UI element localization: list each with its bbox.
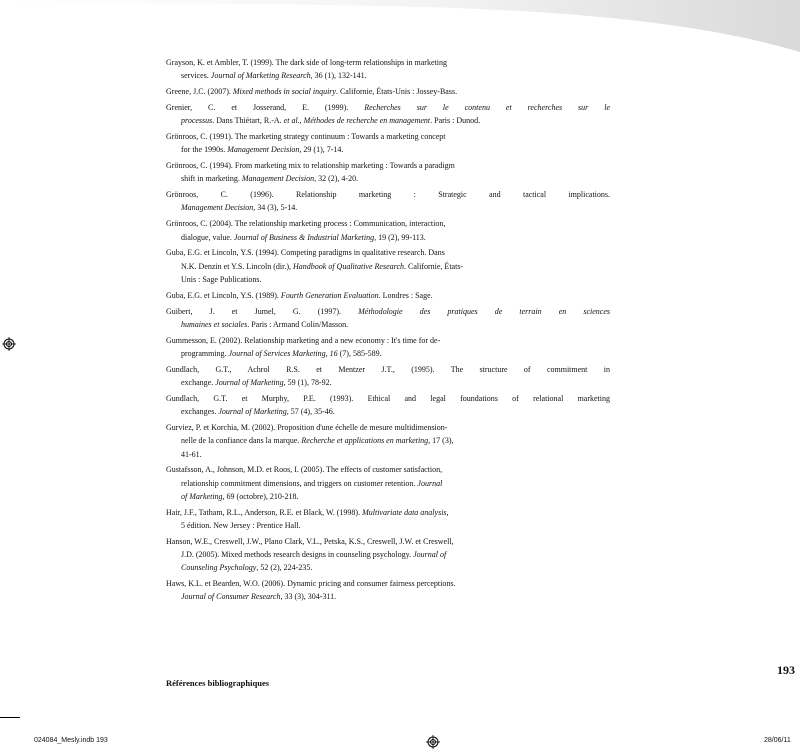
- reference-text: Haws, K.L. et Bearden, W.O. (2006). Dynamic pricing and consumer fairness perceptions.: [166, 579, 456, 589]
- reference-line: [166, 114, 610, 127]
- reference-entry: [166, 246, 610, 286]
- reference-text: , 36 (1), 132-141.: [310, 71, 367, 81]
- reference-title-italic: Management Decision: [181, 203, 254, 213]
- reference-title-italic: Multivariate data analysis: [362, 507, 447, 517]
- reference-line: [166, 548, 610, 561]
- reference-title-italic: et al.: [283, 116, 300, 126]
- reference-text: , 19 (2), 99-113.: [374, 232, 426, 242]
- reference-entry: [166, 217, 610, 244]
- reference-text: Grönroos, C. (1991). The marketing strategy continuum : Towards a marketing concept: [166, 131, 446, 141]
- page-curl-shading: [0, 0, 800, 60]
- reference-text: . Californie, États-: [404, 261, 464, 271]
- reference-text: Grönroos, C. (1994). From marketing mix to relationship marketing : Towards a paradigm: [166, 161, 455, 171]
- reference-text: Hair, J.F., Tatham, R.L., Anderson, R.E. et Black, W. (1998).: [166, 507, 363, 517]
- reference-text: , 69 (octobre), 210-218.: [222, 491, 299, 501]
- reference-text: Grönroos, C. (1996). Relationship marketing : Strategic and tactical implications.: [166, 190, 610, 200]
- reference-line: [166, 405, 610, 418]
- reference-line: [166, 305, 610, 318]
- reference-text: Unis : Sage Publications.: [181, 274, 262, 284]
- reference-line: [166, 490, 610, 503]
- reference-entry: [166, 535, 610, 575]
- reference-text: J.D. (2005). Mixed methods research designs in counseling psychology.: [181, 550, 414, 560]
- reference-text: Grenier, C. et Josserand, E. (1999).: [166, 102, 365, 112]
- reference-line: [166, 477, 610, 490]
- reference-text: Grönroos, C. (2004). The relationship marketing process : Communication, interaction,: [166, 219, 446, 229]
- reference-text: , 33 (3), 304-311.: [280, 592, 337, 602]
- reference-text: . Paris : Armand Colin/Masson.: [247, 319, 349, 329]
- reference-entry: [166, 334, 610, 361]
- reference-title-italic: Journal of Business & Industrial Marketing: [233, 232, 375, 242]
- reference-line: [166, 231, 610, 244]
- reference-title-italic: Management Decision: [227, 145, 300, 155]
- reference-entry: [166, 101, 610, 128]
- reference-text: Gundlach, G.T. et Murphy, P.E. (1993). Ethical and legal foundations of relational marketing: [166, 393, 610, 403]
- reference-line: [166, 421, 610, 434]
- reference-line: [166, 519, 610, 532]
- reference-line: [166, 172, 610, 185]
- reference-title-italic: processus: [181, 116, 213, 126]
- reference-text: (7), 585-589.: [337, 348, 382, 358]
- reference-text: , 52 (2), 224-235.: [256, 563, 313, 573]
- reference-title-italic: Journal of Marketing: [215, 378, 284, 388]
- reference-text: , 34 (3), 5-14.: [253, 203, 298, 213]
- reference-text: . Londres : Sage.: [378, 290, 433, 300]
- reference-title-italic: Journal of Marketing Research: [210, 71, 311, 81]
- reference-line: [166, 260, 610, 273]
- reference-title-italic: Fourth Generation Evaluation: [280, 290, 379, 300]
- reference-text: Guba, E.G. et Lincoln, Y.S. (1994). Competing paradigms in qualitative research. Dans: [166, 248, 445, 258]
- reference-text: Gundlach, G.T., Achrol R.S. et Mentzer J.T., (1995). The structure of commitment in: [166, 364, 610, 374]
- reference-title-italic: Journal of Services Marketing, 16: [228, 348, 338, 358]
- reference-line: [166, 506, 610, 519]
- reference-text: Guba, E.G. et Lincoln, Y.S. (1989).: [166, 290, 281, 300]
- reference-entry: [166, 188, 610, 215]
- reference-text: 41-61.: [181, 449, 202, 459]
- trim-mark: [0, 717, 20, 718]
- reference-text: , 59 (1), 78-92.: [283, 378, 332, 388]
- reference-line: [166, 159, 610, 172]
- reference-line: [166, 246, 610, 259]
- reference-title-italic: Mixed methods in social inquiry: [232, 87, 336, 97]
- reference-title-italic: Management Decision: [241, 174, 315, 184]
- reference-line: [166, 590, 610, 603]
- reference-title-italic: Journal of Consumer Research: [181, 592, 281, 602]
- reference-entry: [166, 392, 610, 419]
- reference-line: [166, 376, 610, 389]
- reference-line: [166, 448, 610, 461]
- reference-line: [166, 463, 610, 476]
- reference-text: Greene, J.C. (2007).: [166, 87, 233, 97]
- reference-text: . Paris : Dunod.: [430, 116, 481, 126]
- reference-text: , 32 (2), 4-20.: [314, 174, 359, 184]
- reference-line: [166, 273, 610, 286]
- reference-line: [166, 56, 610, 69]
- reference-text: Gummesson, E. (2002). Relationship marketing and a new economy : It's time for de-: [166, 335, 441, 345]
- reference-line: [166, 85, 610, 98]
- reference-title-italic: of Marketing: [181, 491, 223, 501]
- reference-entry: [166, 363, 610, 390]
- reference-line: [166, 318, 610, 331]
- reference-line: [166, 363, 610, 376]
- reference-text: programming.: [181, 348, 229, 358]
- reference-line: [166, 561, 610, 574]
- reference-text: shift in marketing.: [181, 174, 242, 184]
- reference-entry: [166, 56, 610, 83]
- reference-title-italic: Méthodes de recherche en management: [303, 116, 431, 126]
- reference-line: [166, 334, 610, 347]
- printer-slug-left: 024084_Mesly.indb 193: [34, 737, 108, 744]
- reference-text: ,: [299, 116, 304, 126]
- reference-title-italic: Journal of: [413, 550, 447, 560]
- reference-entry: [166, 421, 610, 461]
- reference-line: [166, 201, 610, 214]
- reference-entry: [166, 577, 610, 604]
- reference-line: [166, 535, 610, 548]
- reference-entry: [166, 159, 610, 186]
- reference-line: [166, 69, 610, 82]
- reference-title-italic: Recherche et applications en marketing: [301, 436, 429, 446]
- reference-line: [166, 434, 610, 447]
- reference-entry: [166, 130, 610, 157]
- reference-text: Hanson, W.E., Creswell, J.W., Plano Clark, V.L., Petska, K.S., Creswell, J.W. et Creswell,: [166, 536, 454, 546]
- reference-text: 5 édition. New Jersey : Prentice Hall.: [181, 521, 301, 530]
- reference-text: Gustafsson, A., Johnson, M.D. et Roos, I. (2005). The effects of customer satisfaction,: [166, 465, 443, 475]
- reference-text: ,: [446, 507, 449, 517]
- reference-title-italic: Recherches sur le contenu et recherches sur le: [364, 102, 610, 112]
- reference-entry: [166, 85, 610, 98]
- reference-text: Gurviez, P. et Korchia, M. (2002). Proposition d'une échelle de mesure multidimension-: [166, 422, 448, 432]
- reference-line: [166, 217, 610, 230]
- reference-title-italic: humaines et sociales: [181, 319, 248, 329]
- printer-slug-date: 28/06/11: [764, 737, 791, 744]
- reference-line: [166, 577, 610, 590]
- reference-entry: [166, 305, 610, 332]
- reference-title-italic: Handbook of Qualitative Research: [292, 261, 404, 271]
- reference-text: for the 1990s.: [181, 145, 228, 155]
- reference-text: nelle de la confiance dans la marque.: [181, 436, 302, 446]
- reference-line: [166, 130, 610, 143]
- registration-mark-icon: [2, 337, 16, 351]
- reference-title-italic: Journal: [417, 478, 443, 488]
- reference-text: N.K. Denzin et Y.S. Lincoln (dir.),: [181, 261, 293, 271]
- reference-text: , 57 (4), 35-46.: [286, 407, 335, 417]
- reference-entry: [166, 506, 610, 533]
- reference-line: [166, 143, 610, 156]
- running-title: Références bibliographiques: [166, 678, 270, 688]
- reference-line: [166, 392, 610, 405]
- reference-text: dialogue, value.: [181, 232, 234, 242]
- reference-title-italic: Counseling Psychology: [181, 563, 257, 573]
- reference-text: relationship commitment dimensions, and triggers on customer retention.: [181, 478, 418, 488]
- reference-text: . Dans Thiétart, R.-A.: [212, 116, 284, 126]
- reference-text: Grayson, K. et Ambler, T. (1999). The dark side of long-term relationships in marketing: [166, 58, 447, 67]
- reference-text: exchanges.: [181, 407, 219, 417]
- registration-mark-icon: [426, 735, 440, 749]
- reference-title-italic: Méthodologie des pratiques de terrain en sciences: [358, 306, 611, 316]
- reference-line: [166, 188, 610, 201]
- reference-line: [166, 289, 610, 302]
- reference-list: [166, 56, 610, 606]
- reference-text: , 29 (1), 7-14.: [299, 145, 344, 155]
- reference-line: [166, 101, 610, 114]
- reference-entry: [166, 289, 610, 302]
- reference-text: exchange.: [181, 378, 216, 388]
- reference-text: , 17 (3),: [428, 436, 454, 446]
- reference-line: [166, 347, 610, 360]
- reference-title-italic: Journal of Marketing: [218, 407, 287, 417]
- page-number: 193: [777, 663, 795, 677]
- reference-text: Guibert, J. et Jumel, G. (1997).: [166, 306, 359, 316]
- reference-text: services.: [181, 71, 211, 81]
- reference-entry: [166, 463, 610, 503]
- reference-text: . Californie, États-Unis : Jossey-Bass.: [335, 87, 458, 97]
